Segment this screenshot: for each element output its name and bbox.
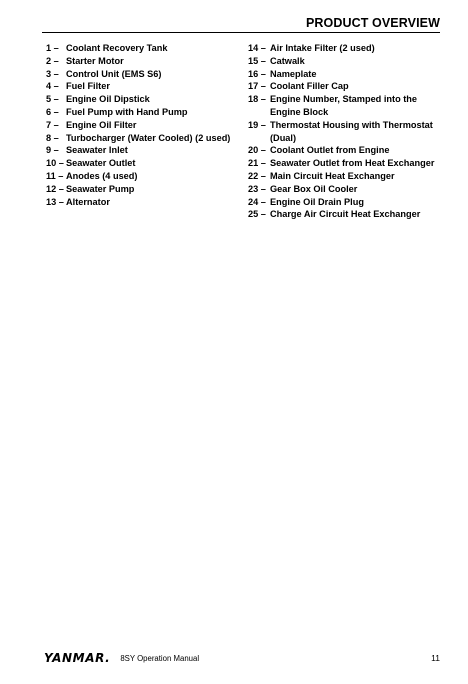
item-number: 25 –	[248, 209, 266, 220]
list-item	[248, 157, 444, 170]
list-item	[46, 170, 246, 183]
list-item	[46, 106, 246, 119]
item-number: 4 –	[46, 81, 59, 92]
list-item	[46, 183, 246, 196]
item-number: 13 –	[46, 196, 64, 207]
item-label: Nameplate	[270, 68, 317, 79]
list-item	[46, 42, 246, 55]
list-item	[248, 68, 444, 81]
item-number: 1 –	[46, 43, 59, 53]
item-label: Air Intake Filter (2 used)	[270, 43, 375, 53]
item-label: Engine Oil Drain Plug	[270, 196, 364, 207]
item-number: 23 –	[248, 183, 266, 194]
list-item	[248, 183, 444, 196]
list-item	[46, 68, 246, 81]
page-number: 11	[431, 653, 440, 663]
item-number: 5 –	[46, 94, 59, 105]
list-item	[46, 93, 246, 106]
list-item	[46, 119, 246, 132]
parts-list-right	[248, 42, 444, 221]
item-label: Catwalk	[270, 55, 305, 66]
item-number: 2 –	[46, 55, 59, 66]
list-item	[248, 144, 444, 157]
page-title: PRODUCT OVERVIEW	[305, 16, 440, 30]
item-number: 8 –	[46, 132, 59, 143]
item-number: 17 –	[248, 81, 266, 92]
list-item	[248, 119, 444, 145]
item-label: Charge Air Circuit Heat Exchanger	[270, 209, 421, 220]
item-number: 3 –	[46, 68, 59, 79]
item-label: Seawater Inlet	[66, 145, 128, 156]
parts-list-left	[46, 42, 246, 208]
item-label: Seawater Pump	[66, 183, 135, 194]
item-label: Starter Motor	[66, 55, 124, 66]
item-label: Turbocharger (Water Cooled) (2 used)	[66, 132, 231, 143]
list-item	[46, 132, 246, 145]
item-label: Engine Oil Dipstick	[66, 94, 150, 105]
item-label: Coolant Outlet from Engine	[270, 145, 390, 156]
item-number: 7 –	[46, 119, 59, 130]
list-item	[46, 144, 246, 157]
item-label: Seawater Outlet from Heat Exchanger	[270, 158, 435, 169]
item-number: 14 –	[248, 43, 266, 53]
item-label: Main Circuit Heat Exchanger	[270, 170, 395, 181]
list-item	[248, 55, 444, 68]
item-label: Anodes (4 used)	[66, 170, 138, 181]
manual-title: 8SY Operation Manual	[120, 653, 200, 663]
item-number: 16 –	[248, 68, 266, 79]
list-item	[46, 157, 246, 170]
list-item	[248, 80, 444, 93]
item-label: Fuel Filter	[66, 81, 110, 92]
item-number: 22 –	[248, 170, 266, 181]
item-label: Engine Number, Stamped into the Engine Block	[270, 94, 418, 117]
item-number: 6 –	[46, 106, 59, 117]
list-item	[248, 93, 444, 119]
list-item	[248, 170, 444, 183]
header-rule	[42, 32, 440, 33]
item-number: 12 –	[46, 183, 64, 194]
item-number: 20 –	[248, 145, 266, 156]
item-label: Engine Oil Filter	[66, 119, 137, 130]
item-label: Seawater Outlet	[66, 158, 136, 169]
item-number: 11 –	[46, 170, 64, 181]
yanmar-logo: YANMAR.	[44, 651, 111, 665]
item-label: Fuel Pump with Hand Pump	[66, 106, 188, 117]
item-label: Coolant Recovery Tank	[66, 43, 168, 53]
list-item	[248, 196, 444, 209]
list-item	[46, 196, 246, 209]
item-label: Thermostat Housing with Thermostat (Dual)	[270, 119, 433, 143]
item-label: Alternator	[66, 196, 110, 207]
list-item	[248, 208, 444, 221]
list-item	[46, 80, 246, 93]
item-label: Control Unit (EMS S6)	[66, 68, 162, 79]
page-footer	[44, 650, 440, 666]
item-label: Gear Box Oil Cooler	[270, 183, 358, 194]
item-number: 24 –	[248, 196, 266, 207]
item-number: 18 –	[248, 94, 266, 105]
item-number: 19 –	[248, 119, 266, 130]
item-number: 10 –	[46, 158, 64, 169]
item-label: Coolant Filler Cap	[270, 81, 349, 92]
list-item	[248, 42, 444, 55]
item-number: 21 –	[248, 158, 266, 169]
item-number: 15 –	[248, 55, 266, 66]
list-item	[46, 55, 246, 68]
item-number: 9 –	[46, 145, 59, 156]
